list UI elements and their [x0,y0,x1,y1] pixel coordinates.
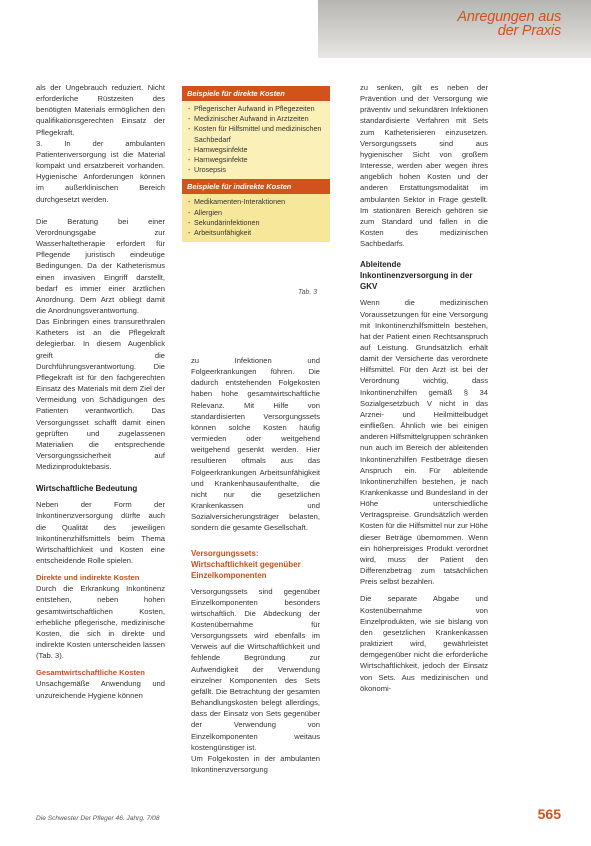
list-item: - Medikamenten-Interaktionen [188,197,324,207]
section-title-line1: Anregungen aus [457,9,561,25]
paragraph: zu Infektionen und Folgeerkrankungen führen. Die dadurch entstehenden Folgekosten haben hohe gesamtwirtschaftliche Relevanz. Mit Hilfe von standardisierten Versorgungssets können solche Kosten häufig vermieden oder weitgehend weitgehend gesenkt werden. Hier resultieren oftmals aus das Folgeerkrankungen Arbeitsunfähigkeit und Krankenhausaufenthalte, die nicht nur die gesetzlichen Krankenkassen und Sozialversicherungsträger belasten, sondern die gesamte Gesellschaft. [191,356,320,533]
heading-economic: Wirtschaftliche Bedeutung [36,484,138,494]
paragraph: als der Ungebrauch reduziert. Nicht erforderliche Rüstzeiten des benötigten Materials ermöglichen den qualifikationsgerechten Einsatz der Pflegekraft. [36,83,165,137]
paragraph: 3. In der ambulanten Patientenversorgung ist die Material kompakt und ersatzbereit vorhanden. Hygienische Anforderungen können im außerklinischen Bereich durchgesetzt werden. [36,138,165,204]
paragraph: Neben der Form der Inkontinenzversorgung dürfte auch die Qualität des jeweiligen Inkontinenzhilfsmittels beim Thema Wirtschaftlichkeit und Kosten eine entscheidende Rolle spielen. [36,500,165,566]
page-number: 565 [537,806,561,822]
column-middle [191,355,320,775]
list-item: - Harnwegsinfekte [188,155,324,165]
paragraph: Um Folgekosten in der ambulanten Inkontinenzversorgung [191,753,320,774]
paragraph: Versorgungssets sind gegenüber Einzelkomponenten besonders wirtschaftlich. Die Abdeckung der Kostenübernahme für Versorgungssets wird ebenfalls im Verweis auf die Wirtschaftlichkeit und fehlende Begründung zur Aufwendigkeit der Verwendung einzelner Komponenten des Sets gefällt. Die Betrachtung der gesamten Behandlungskosten belegt allerdings, dass der Einsatz von Sets gegenüber der Verwendung von Einzelkomponenten weitaus kostengünstiger ist. [191,586,320,752]
table-body-direct [182,101,330,179]
list-item: - Sekundärinfektionen [188,218,324,228]
journal-footer: Die Schwester Der Pfleger 46. Jahrg. 7/08 [36,815,160,822]
subheading-direct-indirect: Direkte und indirekte Kosten [36,573,140,583]
paragraph: Unsachgemäße Anwendung und unzureichende Hygiene können [36,679,165,700]
list-item: - Kosten für Hilfsmittel und medizinischen Sachbedarf [188,124,324,144]
column-left [36,82,165,701]
heading-sets: Versorgungssets: Wirtschaftlichkeit gegenüber Einzelkomponenten [191,548,301,580]
table-body-indirect [182,194,330,242]
list-item: - Urosepsis [188,165,324,175]
section-title-line2: der Praxis [497,23,561,39]
table-heading-direct: Beispiele für direkte Kosten [182,86,330,101]
paragraph: Das Einbringen eines transurethralen Katheters ist an die Pflegekraft delegierbar. In diesem Augenblick greift die Durchführungsverantwortung. Die Pflegekraft ist für den fachgerechten Einsatz des Materials mit dem Ziel der Vermeidung von Schädigungen des Patienten verantwortlich. Das Versorgungsset schafft damit einen geprüften und zugelassenen Materialien die entsprechende Versorgungssicherheit auf Medizinproduktebasis. [36,317,165,472]
subheading-total-costs: Gesamtwirtschaftliche Kosten [36,668,145,678]
cost-examples-table [182,86,330,242]
heading-gkv: Ableitende Inkontinenzversorgung in der GKV [360,260,473,292]
paragraph: zu senken, gilt es neben der Prävention und der Versorgung wie präventiv und sekundären Infektionen standardisierte Verfahren mit Sets zum Katheterisieren einzusetzen. Versorgungssets sind aus hygienischer Sicht von großem Interesse, werden aber wegen ihres angeblich hohen Kosten und der anderen Erstattungsmodalität im ambulanten Sektor in Frage gestellt. Im stationären Bereich gehören sie zum Standard und fallen in die Kosten des medizinischen Sachbedarfs. [360,83,488,249]
list-item: - Harnwegsinfekte [188,145,324,155]
section-title [457,10,561,38]
list-item: - Medizinischer Aufwand in Arztzeiten [188,114,324,124]
table-label: Tab. 3 [298,289,318,296]
paragraph: Die Beratung bei einer Verordnungsgabe zur Wasserhaltetherapie erfordert für Pflegende juristisch eindeutige Bedingungen. Da der Katheterismus einen invasiven Eingriff darstellt, bedarf es immer einer ärztlichen Anordnung. Dem Arzt obliegt damit die Anordnungsverantwortung. [36,216,165,315]
paragraph: Wenn die medizinischen Voraussetzungen für eine Versorgung mit Inkontinenzhilfsmitteln bestehen, hat der Patient einen Rechtsanspruch auf Leistung. Grundsätzlich erhält damit der Versicherte das verordnete Hilfsmittel. Für den Arzt ist bei der Verordnung wichtig, dass Inkontinenzhilfen gemäß § 34 Sozialgesetzbuch V nicht in das Arznei- und Heilmittelbudget einfließen. Ähnlich wie bei einigen anderen Hilfsmittelgruppen schränken nun auch im Bereich der ableitenden Inkontinenzhilfen Festbeträge diesen Anspruch ein. Für ableitende Inkontinenzhilfen bestehen, je nach Krankenkasse und Bundesland in der Höhe unterschiedliche Vertragspreise. Grundsätzlich werden Kosten für die Hilfsmittel nur zur Höhe dieser Beträge übernommen. Wenn ein höherpreisiges Produkt verordnet wird, muss der Patient den Differenzbetrag zum tatsächlichen Preis selbst bezahlen. [360,298,488,587]
paragraph: Die separate Abgabe und Kostenübernahme von Einzelprodukten, wie sie bislang von den gesetzlichen Krankenkassen praktiziert wird, gewährleistet demgegenüber nicht die erforderliche Wirtschaftlichkeit, jedoch der Einsatz von Sets. Aus medizinischen und ökonomi- [360,594,488,693]
list-item: - Arbeitsunfähigkeit [188,228,324,238]
table-heading-indirect: Beispiele für indirekte Kosten [182,179,330,194]
list-item: - Allergien [188,208,324,218]
paragraph: Durch die Erkrankung Inkontinenz entstehen, neben hohen gesamtwirtschaftlichen Kosten, erhebliche pflegerische, medizinische Kosten, die sich in direkte und indirekte Kosten unterscheiden lassen (Tab. 3). [36,584,165,661]
list-item: - Pflegerischer Aufwand in Pflegezeiten [188,104,324,114]
column-right [360,82,488,694]
